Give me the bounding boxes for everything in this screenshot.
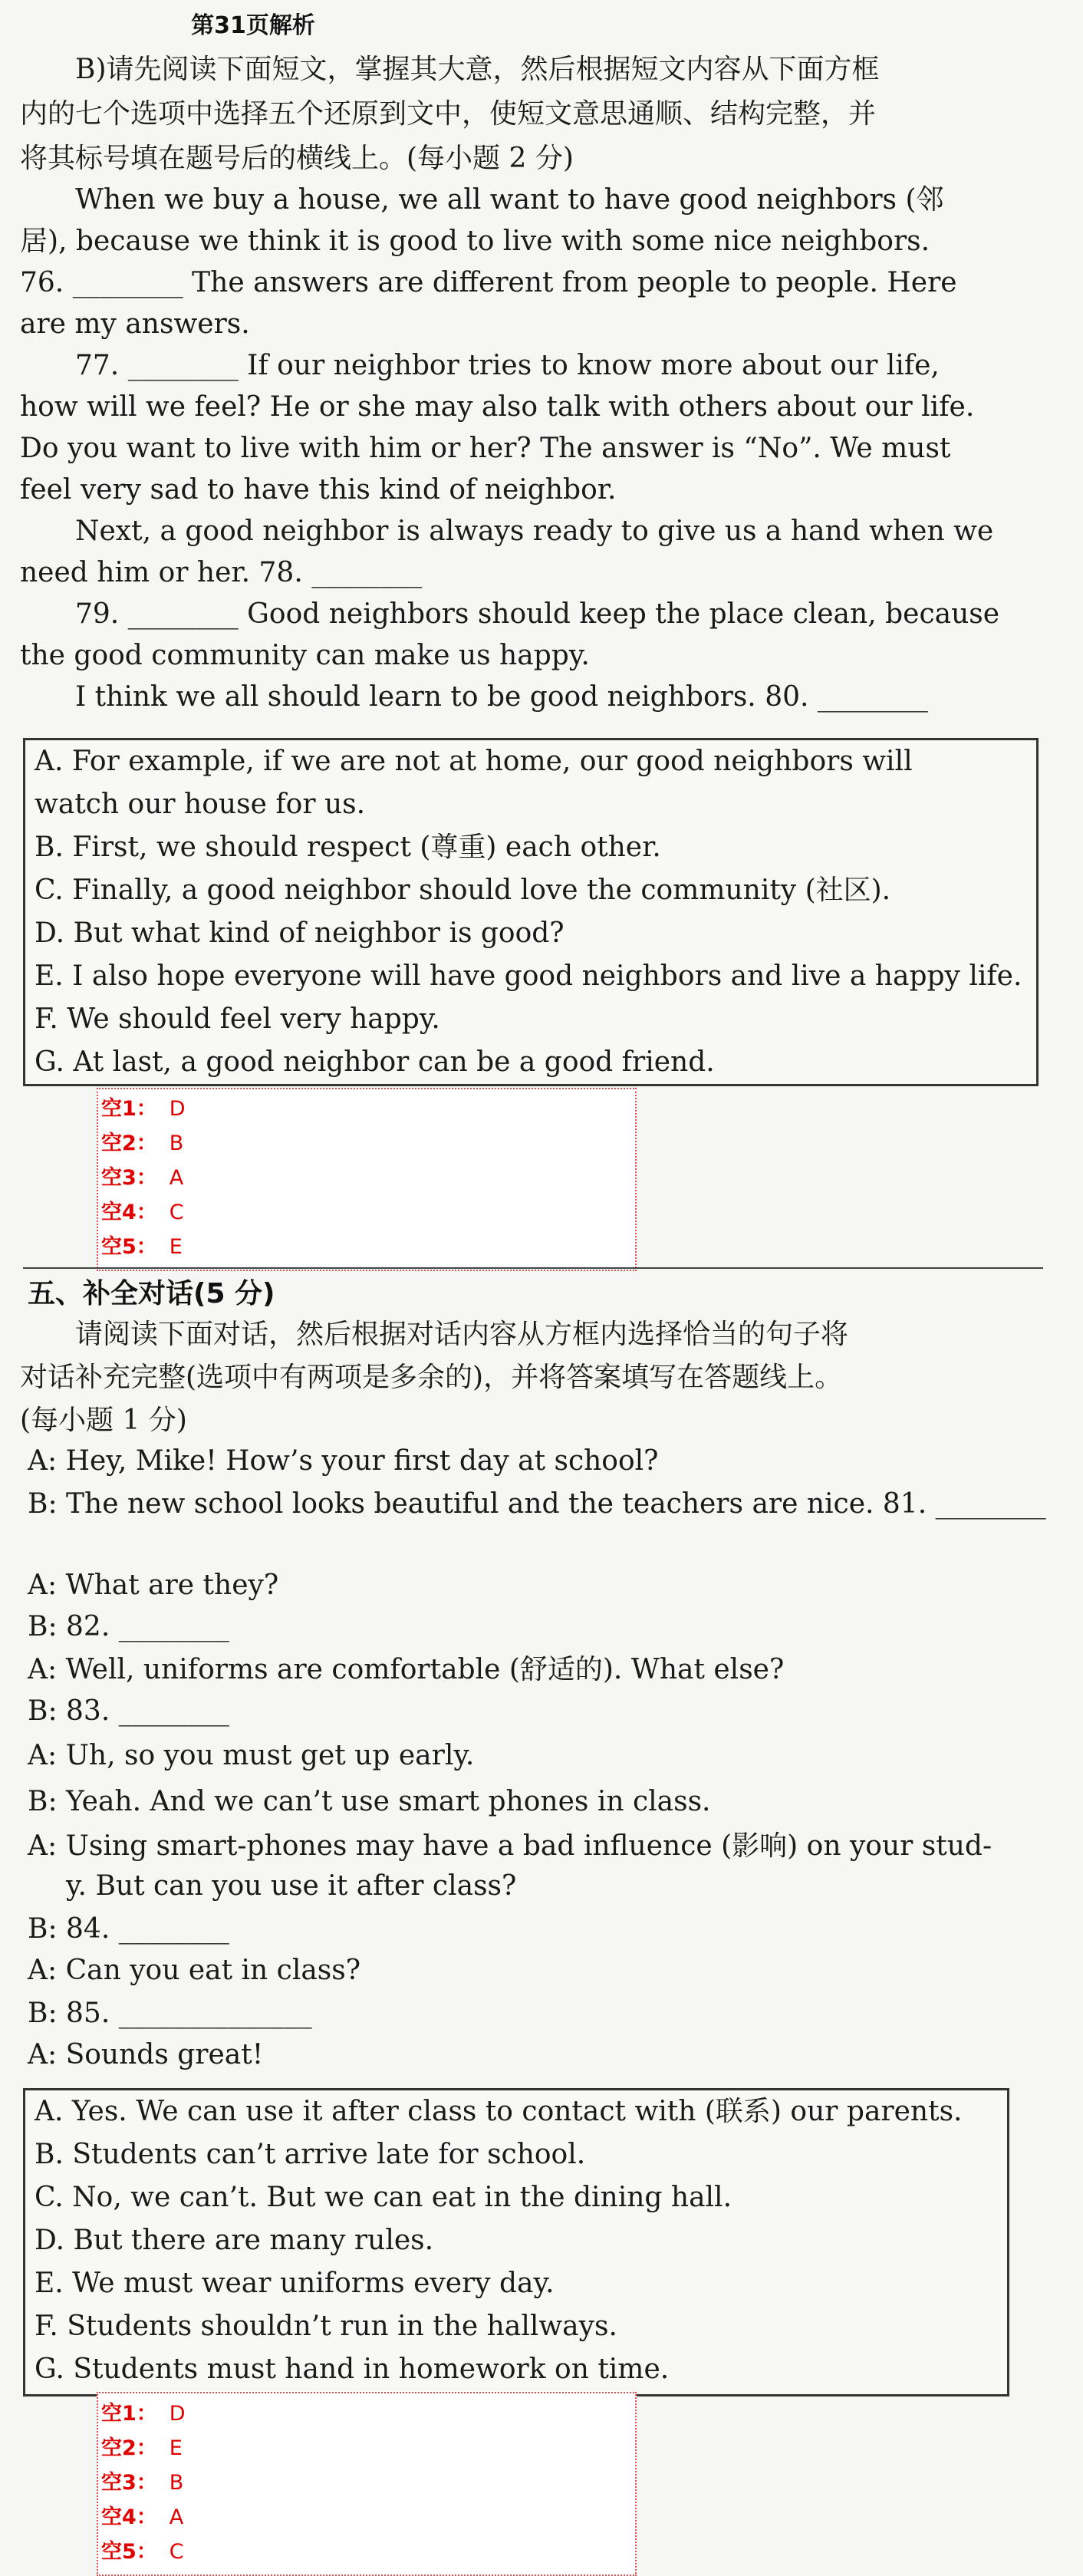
option-g: G. Students must hand in homework on time. [35,2354,670,2385]
dialogue-line: A: What are they? [28,1570,279,1601]
option-a: A. Yes. We can use it after class to contact with (联系) our parents. [35,2096,963,2127]
dialogue-line: B: 85. ______________ [28,1998,312,2029]
answer-value: B [169,1132,184,1155]
instruction-line: 内的七个选项中选择五个还原到文中，使短文意思通顺、结构完整，并 [20,98,877,130]
answer-label: 空2： [101,2436,157,2460]
answer-row [98,1195,635,1230]
option-e: E. I also hope everyone will have good neighbors and live a happy life. [35,960,1022,992]
reading-passage [20,180,1052,718]
dialogue-line: B: 84. ________ [28,1913,229,1945]
answer-label: 空3： [101,2471,157,2495]
dialogue-line: A: Sounds great! [28,2039,264,2070]
answer-row [98,1230,635,1264]
instruction-line: B)请先阅读下面短文，掌握其大意，然后根据短文内容从下面方框 [75,54,880,85]
dialogue-line: B: 82. ________ [28,1611,229,1642]
answer-row [98,2466,635,2500]
option-f: F. We should feel very happy. [35,1003,440,1035]
answer-row [98,2396,635,2431]
options-box-dialogue [23,2088,1009,2396]
answer-value: A [169,2505,184,2529]
dialogue-line: A: Uh, so you must get up early. [28,1740,475,1771]
passage-line: the good community can make us happy. [20,640,590,671]
passage-line: Do you want to live with him or her? The answer is “No”. We must [20,433,951,464]
answer-label: 空3： [101,1166,157,1190]
answer-label: 空2： [101,1132,157,1155]
option-a: A. For example, if we are not at home, our good neighbors will [35,746,913,777]
option-d: D. But what kind of neighbor is good? [35,917,565,949]
answer-label: 空5： [101,2540,157,2564]
answer-row [98,1092,635,1126]
section-5-instructions [20,1313,1052,1442]
answer-row [98,2535,635,2569]
answer-row [98,1126,635,1161]
option-g: G. At last, a good neighbor can be a good friend. [35,1046,715,1078]
dialogue-line: A: Hey, Mike! How’s your first day at school? [28,1445,659,1477]
passage-line: feel very sad to have this kind of neighbor. [20,474,617,506]
answer-label: 空5： [101,1235,157,1259]
answer-label: 空1： [101,2402,157,2426]
instruction-line: 将其标号填在题号后的横线上。(每小题 2 分) [20,143,574,174]
dialogue-line: A: Can you eat in class? [28,1955,361,1986]
answer-value: C [169,1201,184,1224]
answer-label: 空1： [101,1097,157,1121]
answer-row [98,1161,635,1195]
page-title: 第31页解析 [191,12,315,39]
answer-row [98,2500,635,2535]
instruction-line: 对话补充完整(选项中有两项是多余的)，并将答案填写在答题线上。 [20,1362,843,1393]
option-b: B. First, we should respect (尊重) each other. [35,832,661,863]
passage-line: I think we all should learn to be good neighbors. 80. ________ [75,681,928,713]
dialogue-line: B: Yeah. And we can’t use smart phones in class. [28,1786,711,1817]
option-c: C. No, we can’t. But we can eat in the dining hall. [35,2182,732,2213]
passage-line: 77. ________ If our neighbor tries to know more about our life, [75,350,940,381]
answer-row [98,2431,635,2466]
dialogue-line: A: Using smart-phones may have a bad influence (影响) on your stud- [28,1830,992,1862]
answer-value: A [169,1166,184,1190]
answer-value: C [169,2540,184,2564]
answer-label: 空4： [101,1201,157,1224]
instruction-line: 请阅读下面对话，然后根据对话内容从方框内选择恰当的句子将 [75,1319,849,1350]
answer-value: D [169,1097,186,1121]
answer-value: B [169,2471,184,2495]
answer-key-dialogue [97,2392,637,2576]
section-b-instructions [20,48,1052,181]
option-b: B. Students can’t arrive late for school. [35,2139,586,2170]
dialogue-line: B: 83. ________ [28,1695,229,1727]
dialogue-line: y. But can you use it after class? [66,1870,517,1902]
answer-value: D [169,2402,186,2426]
option-c: C. Finally, a good neighbor should love the community (社区). [35,875,891,906]
section-5-header: 五、补全对话(5 分) [28,1278,275,1309]
dialogue-line: A: Well, uniforms are comfortable (舒适的). What else? [28,1654,785,1685]
passage-line: are my answers. [20,308,250,340]
answer-value: E [169,2436,183,2460]
answer-label: 空4： [101,2505,157,2529]
options-box-b [23,738,1039,1086]
instruction-line: (每小题 1 分) [20,1405,187,1436]
option-f: F. Students shouldn’t run in the hallways. [35,2311,617,2342]
passage-line: Next, a good neighbor is always ready to give us a hand when we [75,516,994,547]
answer-key-b [97,1088,637,1271]
passage-line: need him or her. 78. ________ [20,557,423,588]
option-a-continued: watch our house for us. [35,789,366,820]
answer-value: E [169,1235,183,1259]
passage-line: how will we feel? He or she may also talk with others about our life. [20,391,975,423]
option-e: E. We must wear uniforms every day. [35,2268,555,2299]
passage-line: 居), because we think it is good to live with some nice neighbors. [20,226,930,257]
passage-line: When we buy a house, we all want to have good neighbors (邻 [75,184,944,216]
passage-line: 79. ________ Good neighbors should keep the place clean, because [75,598,1000,630]
section-divider [23,1267,1043,1269]
option-d: D. But there are many rules. [35,2225,434,2256]
dialogue-line: B: The new school looks beautiful and the teachers are nice. 81. ________ [28,1488,1046,1520]
passage-line: 76. ________ The answers are different from people to people. Here [20,267,957,298]
